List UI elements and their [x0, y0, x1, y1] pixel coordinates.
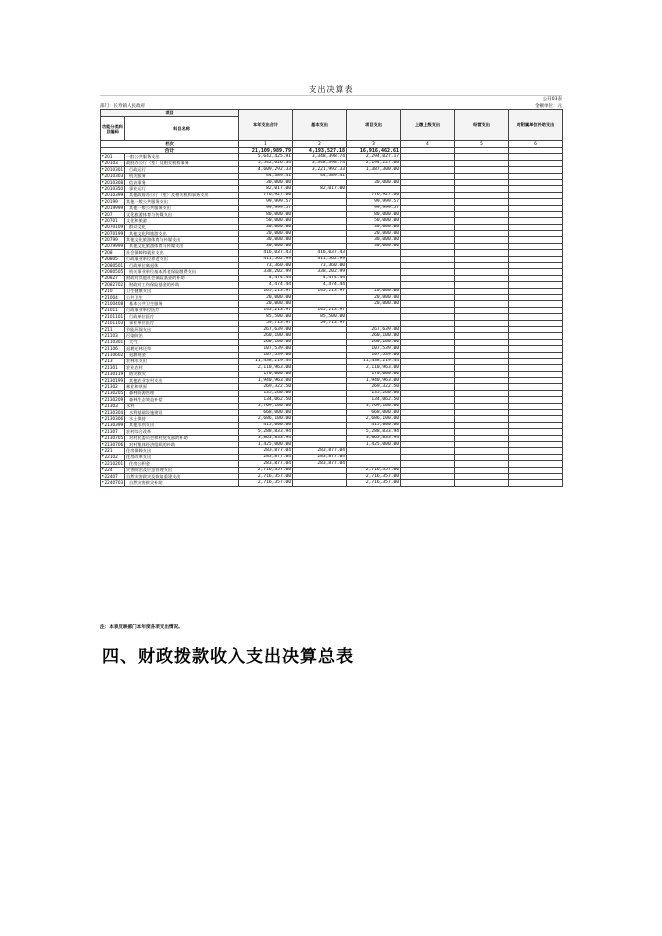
- row-name: 污染防治: [125, 333, 239, 339]
- row-total: 4,474.44: [239, 282, 293, 288]
- row-code-text: 2110602: [104, 352, 124, 358]
- row-code-text: 2130304: [104, 409, 124, 415]
- row-basic: 338,202.99: [293, 269, 347, 275]
- row-code-text: 21301: [104, 364, 118, 370]
- row-name: 政府办公厅（室）及相关机构事务: [125, 160, 239, 166]
- total-amount: 21,109,989.79: [239, 148, 293, 154]
- row-basic: 145,213.97: [293, 288, 347, 294]
- row-name: 自然灾害救灾及恢复重建支出: [125, 473, 239, 479]
- row-total: 283,877.04: [239, 454, 293, 460]
- currency-unit: 金额单位：元: [535, 104, 562, 109]
- row-project: 170,000.00: [347, 371, 401, 377]
- row-total: 415,000.00: [239, 422, 293, 428]
- header-operate: 经营支出: [455, 110, 509, 141]
- empty-cell: [401, 480, 455, 486]
- row-code-text: 2130306: [104, 416, 124, 421]
- row-project: 2,686,100.00: [347, 416, 401, 422]
- row-name: 住房公积金: [125, 461, 239, 467]
- row-basic: 283,877.04: [293, 454, 347, 460]
- row-basic: 82,017.00: [293, 186, 347, 192]
- row-project: 30,000.00: [347, 224, 401, 230]
- row-name: 退耕现金: [125, 352, 239, 358]
- row-name: 水土保持: [125, 416, 239, 422]
- empty-cell: [455, 480, 509, 486]
- row-total: 267,639.00: [239, 326, 293, 332]
- row-code-text: 20827: [104, 275, 118, 281]
- row-name: 节能环保支出: [125, 326, 239, 332]
- row-name: 其他农业农村支出: [125, 378, 239, 384]
- col-index: 5: [455, 141, 509, 148]
- row-project: 1,387,300.00: [347, 167, 401, 173]
- row-total: 411,562.99: [239, 256, 293, 262]
- header-total: 本年支出合计: [239, 110, 293, 141]
- row-name: 机关事业单位基本养老保险缴费支出: [125, 269, 239, 275]
- row-code-text: 2130119: [104, 371, 124, 377]
- row-project: 2,110,963.00: [347, 365, 401, 371]
- row-code-text: 2019999: [104, 205, 124, 211]
- row-project: 1,425,000.00: [347, 441, 401, 447]
- row-name: 行政单位离退休: [125, 263, 239, 269]
- col-index: 2: [293, 141, 347, 148]
- header-col-label: 栏次: [101, 141, 239, 148]
- row-name: 行政运行: [125, 167, 239, 173]
- row-project: 135,260.00: [347, 390, 401, 396]
- row-name: 行政单位医疗: [125, 314, 239, 320]
- row-name: 水利基础设施建设: [125, 410, 239, 416]
- row-code-text: 2070109: [104, 224, 124, 230]
- row-code-text: 2240703: [104, 479, 124, 485]
- row-name: 其他一般公共服务支出: [125, 199, 239, 205]
- row-code-text: 2100408: [104, 300, 124, 306]
- row-total: 4,474.44: [239, 275, 293, 281]
- department-label: 部门：长寿镇人民政府: [100, 104, 145, 109]
- header-code: 功能分类科目编码: [101, 117, 125, 141]
- empty-cell: [509, 480, 563, 486]
- row-name: 行政事业单位养老支出: [125, 256, 239, 262]
- row-total: 5,642,425.91: [239, 154, 293, 160]
- row-name: 群众文化: [125, 224, 239, 230]
- row-name: 基本公共卫生服务: [125, 301, 239, 307]
- row-total: 2,716,357.00: [239, 473, 293, 479]
- row-code-text: 21004: [104, 294, 118, 300]
- row-basic: 283,877.04: [293, 461, 347, 467]
- row-name: 文化旅游体育与传媒支出: [125, 211, 239, 217]
- col-index: 3: [347, 141, 401, 148]
- row-project: 2,716,357.00: [347, 473, 401, 479]
- row-project: 2,716,357.00: [347, 480, 401, 486]
- row-basic: 416,037.43: [293, 250, 347, 256]
- row-basic: 145,213.97: [293, 307, 347, 313]
- row-total: 165,213.97: [239, 288, 293, 294]
- row-name: 住房保障支出: [125, 448, 239, 454]
- row-code-text: 21307: [104, 428, 118, 434]
- row-code-text: 221: [104, 447, 113, 453]
- row-name: 防灾救灾: [125, 371, 239, 377]
- row-code-text: 2110301: [104, 339, 124, 345]
- row-name: 灾害防治及应急管理支出: [125, 467, 239, 473]
- table-code: 公开03表: [542, 97, 562, 102]
- header-name: 科目名称: [125, 117, 239, 141]
- row-project: 3,769,100.00: [347, 403, 401, 409]
- row-name: 社会保障和就业支出: [125, 250, 239, 256]
- table-body: [101, 148, 563, 487]
- row-total: 20,000.00: [239, 301, 293, 307]
- row-total: 3,863,833.94: [239, 435, 293, 441]
- row-total: 1,425,000.00: [239, 441, 293, 447]
- total-label: 合计: [101, 148, 239, 154]
- row-name: 一般公共服务支出: [125, 154, 239, 160]
- row-total: 85,500.00: [239, 314, 293, 320]
- row-project: 20,000.00: [347, 288, 401, 294]
- row-project: 20,000.00: [347, 231, 401, 237]
- row-basic: 283,877.04: [293, 448, 347, 454]
- row-code-text: 2010301: [104, 166, 124, 172]
- row-code-text: 2070199: [104, 230, 124, 236]
- row-project: 668,000.00: [347, 410, 401, 416]
- row-code-text: 22407: [104, 473, 118, 479]
- row-total: 269,322.50: [239, 384, 293, 390]
- expenditure-table: [100, 109, 563, 487]
- row-project: 2,194,227.60: [347, 160, 401, 166]
- row-total: 50,000.00: [239, 218, 293, 224]
- row-total: 135,260.00: [239, 390, 293, 396]
- row-name: 林业和草原: [125, 384, 239, 390]
- col-index: 1: [239, 141, 293, 148]
- row-basic: [293, 480, 347, 486]
- row-code-text: 2130705: [104, 435, 124, 441]
- row-name: 事业单位医疗: [125, 320, 239, 326]
- row-code-text: 210: [104, 288, 113, 294]
- total-project: 16,916,462.61: [347, 148, 401, 154]
- row-code-text: 213: [104, 358, 113, 364]
- row-total: 20,000.00: [239, 231, 293, 237]
- table-note: 注：本表反映部门本年度各项支出情况。: [100, 625, 183, 630]
- row-code-text: 2101103: [104, 320, 124, 326]
- total-basic: 4,193,527.18: [293, 148, 347, 154]
- header-project-exp: 项目支出: [347, 110, 401, 141]
- row-code-text: 224: [104, 467, 113, 473]
- row-total: 260,100.00: [239, 333, 293, 339]
- header-project: 项目: [101, 110, 239, 117]
- row-name: 对村集体经济组织的补助: [125, 441, 239, 447]
- row-code-text: 21106: [104, 345, 118, 351]
- row-code-text: 2101101: [104, 313, 124, 319]
- table-row: [101, 480, 563, 486]
- row-project: 2,294,027.17: [347, 154, 401, 160]
- row-code: [101, 480, 125, 486]
- row-total: 73,360.00: [239, 263, 293, 269]
- row-total: 30,000.00: [239, 179, 293, 185]
- row-total: 107,539.00: [239, 346, 293, 352]
- row-total: 170,000.00: [239, 371, 293, 377]
- row-code-text: 20701: [104, 217, 118, 223]
- row-total: 30,000.00: [239, 243, 293, 249]
- row-project: 1,940,963.00: [347, 378, 401, 384]
- row-project: 20,000.00: [347, 301, 401, 307]
- row-total: 99,999.57: [239, 205, 293, 211]
- row-name: 自然灾害救灾补助: [125, 480, 239, 486]
- col-index: 4: [401, 141, 455, 148]
- row-name: 行政事业单位医疗: [125, 307, 239, 313]
- row-code-text: 2010399: [104, 192, 124, 198]
- row-total: 2,110,963.00: [239, 365, 293, 371]
- row-total: 44,389.41: [239, 173, 293, 179]
- row-basic: 3,348,398.74: [293, 154, 347, 160]
- row-name: 其他文化和旅游支出: [125, 231, 239, 237]
- row-name: 其他政府办公厅（室）及相关机构事务支出: [125, 192, 239, 198]
- header-subsidy: 对附属单位补助支出: [509, 110, 563, 141]
- row-total: 4,609,292.33: [239, 167, 293, 173]
- row-total: 668,000.00: [239, 410, 293, 416]
- row-code-text: 2010303: [104, 173, 124, 179]
- row-project: 269,322.50: [347, 384, 401, 390]
- row-code-text: 2079999: [104, 243, 124, 249]
- row-code-text: 2130706: [104, 441, 124, 447]
- row-project: 2,716,357.00: [347, 467, 401, 473]
- row-name: 财政对工伤保险基金的补助: [125, 282, 239, 288]
- row-project: 267,639.00: [347, 326, 401, 332]
- header-upload: 上缴上级支出: [401, 110, 455, 141]
- row-total: 99,999.57: [239, 199, 293, 205]
- row-name: 其他一般公共服务支出: [125, 205, 239, 211]
- row-total: 5,542,626.34: [239, 160, 293, 166]
- row-code-text: 207: [104, 211, 113, 217]
- row-total: 80,000.00: [239, 211, 293, 217]
- row-code-text: 2130399: [104, 422, 124, 428]
- row-project: 260,100.00: [347, 333, 401, 339]
- row-name: 住房改革支出: [125, 454, 239, 460]
- row-basic: 3,348,398.74: [293, 160, 347, 166]
- row-project: 99,999.57: [347, 199, 401, 205]
- row-name: 退耕还林还草: [125, 346, 239, 352]
- row-total: 5,288,833.94: [239, 429, 293, 435]
- row-total: 1,940,963.00: [239, 378, 293, 384]
- row-code-text: 21303: [104, 403, 118, 409]
- row-name: 水利: [125, 403, 239, 409]
- row-total: 59,713.97: [239, 320, 293, 326]
- section-heading: 四、财政拨款收入支出决算总表: [102, 647, 354, 667]
- row-name: 其他水利支出: [125, 422, 239, 428]
- row-project: 107,539.00: [347, 352, 401, 358]
- row-total: 283,877.04: [239, 461, 293, 467]
- row-basic: 3,221,992.33: [293, 167, 347, 173]
- row-project: 3,863,833.94: [347, 435, 401, 441]
- row-code-text: 201: [104, 153, 113, 159]
- row-project: 134,062.50: [347, 397, 401, 403]
- row-project: 260,100.00: [347, 339, 401, 345]
- row-name: 公共卫生: [125, 294, 239, 300]
- row-code-text: 20799: [104, 237, 118, 243]
- header-basic: 基本支出: [293, 110, 347, 141]
- row-total: 416,037.43: [239, 250, 293, 256]
- row-total: 30,000.00: [239, 237, 293, 243]
- row-total: 260,100.00: [239, 339, 293, 345]
- row-name: 卫生健康支出: [125, 288, 239, 294]
- row-project: 50,000.00: [347, 218, 401, 224]
- row-name: 大气: [125, 339, 239, 345]
- col-index: 6: [509, 141, 563, 148]
- row-project: 30,000.00: [347, 237, 401, 243]
- row-total: 20,000.00: [239, 294, 293, 300]
- row-code-text: 2130205: [104, 390, 124, 396]
- row-code-text: 21011: [104, 307, 118, 313]
- row-project: 107,539.00: [347, 346, 401, 352]
- row-basic: 85,500.00: [293, 314, 347, 320]
- row-total: 134,062.50: [239, 397, 293, 403]
- row-total: 283,877.04: [239, 448, 293, 454]
- row-basic: 59,713.97: [293, 320, 347, 326]
- sheet-title: 支出决算表: [308, 85, 354, 94]
- row-code-text: 22102: [104, 454, 118, 460]
- row-total: 145,213.97: [239, 307, 293, 313]
- row-project: 30,000.00: [347, 179, 401, 185]
- row-name: 农业农村: [125, 365, 239, 371]
- row-project: 20,000.00: [347, 294, 401, 300]
- row-total: 2,686,100.00: [239, 416, 293, 422]
- row-project: 776,927.60: [347, 192, 401, 198]
- row-name: 农村综合改革: [125, 429, 239, 435]
- row-code-text: 2130199: [104, 377, 124, 383]
- row-code-text: 211: [104, 326, 113, 332]
- row-total: 107,539.00: [239, 352, 293, 358]
- row-basic: 4,474.44: [293, 275, 347, 281]
- row-code-text: 208: [104, 249, 113, 255]
- row-code-text: 20103: [104, 160, 118, 166]
- row-total: 2,716,357.00: [239, 480, 293, 486]
- row-total: 11,438,219.44: [239, 358, 293, 364]
- row-name: 其他文化旅游体育与传媒支出: [125, 243, 239, 249]
- row-name: 农林水支出: [125, 358, 239, 364]
- row-name: 文化和旅游: [125, 218, 239, 224]
- row-project: 99,999.57: [347, 205, 401, 211]
- row-name: 森林生态效益补偿: [125, 397, 239, 403]
- row-name: 机关服务: [125, 173, 239, 179]
- row-code-text: 21302: [104, 384, 118, 390]
- row-basic: 411,562.99: [293, 256, 347, 262]
- row-total: 30,000.00: [239, 224, 293, 230]
- row-code-text: 21103: [104, 332, 118, 338]
- row-total: 82,017.00: [239, 186, 293, 192]
- row-total: 776,927.60: [239, 192, 293, 198]
- row-name: 事业运行: [125, 186, 239, 192]
- row-code-text: 2080505: [104, 269, 124, 275]
- row-project: 5,288,833.94: [347, 429, 401, 435]
- row-project: 30,000.00: [347, 243, 401, 249]
- row-basic: 73,360.00: [293, 263, 347, 269]
- row-code-text: 20805: [104, 256, 118, 262]
- row-name: 其他文化旅游体育与传媒支出: [125, 237, 239, 243]
- row-total: 2,716,357.00: [239, 467, 293, 473]
- row-code-text: 2080501: [104, 262, 124, 268]
- row-total: 3,769,100.00: [239, 403, 293, 409]
- title-rule: [100, 95, 562, 96]
- row-name: 对村民委员会和村党支部的补助: [125, 435, 239, 441]
- row-code-text: 2010350: [104, 185, 124, 191]
- row-project: 11,438,219.44: [347, 358, 401, 364]
- row-total: 338,202.99: [239, 269, 293, 275]
- row-project: 415,000.00: [347, 422, 401, 428]
- row-code-text: 2082702: [104, 281, 124, 287]
- row-code-text: 2210201: [104, 460, 124, 466]
- row-basic: 44,389.41: [293, 173, 347, 179]
- row-project: 80,000.00: [347, 211, 401, 217]
- row-code-text: 20199: [104, 198, 118, 204]
- row-basic: 4,474.44: [293, 282, 347, 288]
- row-code-text: 2010308: [104, 179, 124, 185]
- row-name: 森林资源管理: [125, 390, 239, 396]
- row-name: 财政对其他社会保险基金的补助: [125, 275, 239, 281]
- row-name: 信访事务: [125, 179, 239, 185]
- row-code-text: 2130209: [104, 396, 124, 402]
